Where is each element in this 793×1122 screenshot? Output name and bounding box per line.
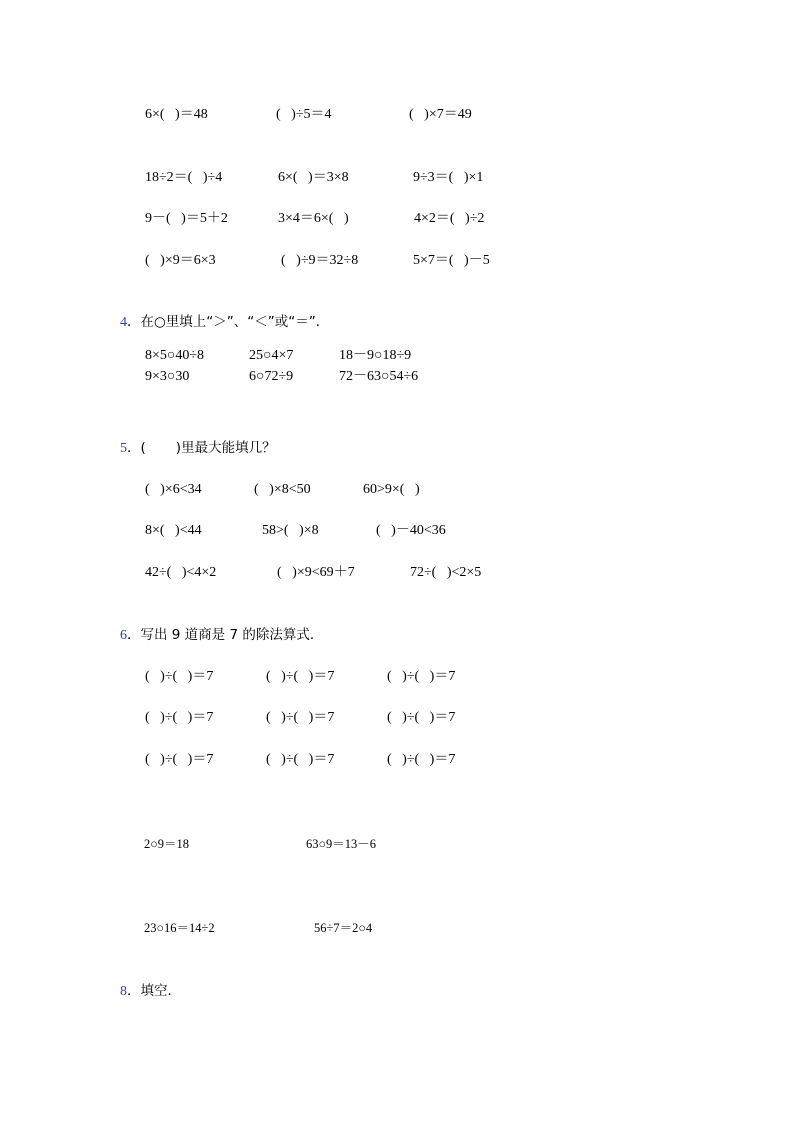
- equation: 4×2＝( )÷2: [414, 211, 485, 226]
- division-blank: ( )÷( )＝7: [145, 710, 214, 725]
- equation: ( )÷5＝4: [276, 107, 332, 122]
- division-blank: ( )÷( )＝7: [266, 752, 335, 767]
- equation: ( )×7＝49: [409, 107, 472, 122]
- inequality: ( )×6<34: [145, 482, 202, 497]
- division-blank: ( )÷( )＝7: [266, 710, 335, 725]
- question-text: ．填空．: [127, 983, 181, 999]
- question-4-heading: [120, 316, 329, 330]
- inequality: 58>( )×8: [262, 523, 319, 538]
- question-number: 4: [120, 315, 127, 330]
- equation: 6×( )＝48: [145, 107, 208, 122]
- question-6-heading: [120, 629, 323, 643]
- operator-equation: 56÷7＝2○4: [314, 921, 373, 935]
- equation: 18÷2＝( )÷4: [145, 170, 223, 185]
- question-text: ．( )里最大能填几？: [127, 440, 276, 456]
- equation: 3×4＝6×( ): [278, 211, 349, 226]
- division-blank: ( )÷( )＝7: [387, 669, 456, 684]
- comparison: 25○4×7: [249, 348, 294, 363]
- comparison: 18－9○18÷9: [339, 348, 412, 363]
- inequality: 8×( )<44: [145, 523, 202, 538]
- question-number: 6: [120, 628, 127, 643]
- equation: 9－( )＝5＋2: [145, 211, 228, 226]
- comparison: 9×3○30: [145, 369, 190, 384]
- operator-equation: 2○9＝18: [144, 837, 190, 851]
- inequality: ( )×8<50: [254, 482, 311, 497]
- equation: 9÷3＝( )×1: [413, 170, 484, 185]
- question-8-heading: [120, 985, 181, 999]
- equation: 6×( )＝3×8: [278, 170, 349, 185]
- division-blank: ( )÷( )＝7: [145, 669, 214, 684]
- question-text: ．在○里填上“＞”、“＜”或“＝”．: [127, 314, 330, 330]
- equation: 5×7＝( )－5: [413, 253, 490, 268]
- operator-equation: 23○16＝14÷2: [144, 921, 215, 935]
- division-blank: ( )÷( )＝7: [387, 710, 456, 725]
- question-text: ．写出 9 道商是 7 的除法算式．: [127, 627, 324, 643]
- inequality: 60>9×( ): [363, 482, 420, 497]
- comparison: 8×5○40÷8: [145, 348, 205, 363]
- inequality: ( )×9<69＋7: [277, 565, 355, 580]
- comparison: 6○72÷9: [249, 369, 294, 384]
- operator-equation: 63○9＝13－6: [306, 837, 377, 851]
- inequality: 72÷( )<2×5: [410, 565, 482, 580]
- inequality: 42÷( )<4×2: [145, 565, 217, 580]
- inequality: ( )－40<36: [376, 523, 446, 538]
- question-5-heading: [120, 442, 276, 456]
- equation: ( )÷9＝32÷8: [281, 253, 359, 268]
- question-number: 8: [120, 984, 127, 999]
- division-blank: ( )÷( )＝7: [266, 669, 335, 684]
- question-number: 5: [120, 441, 127, 456]
- equation: ( )×9＝6×3: [145, 253, 216, 268]
- division-blank: ( )÷( )＝7: [145, 752, 214, 767]
- division-blank: ( )÷( )＝7: [387, 752, 456, 767]
- comparison: 72－63○54÷6: [339, 369, 419, 384]
